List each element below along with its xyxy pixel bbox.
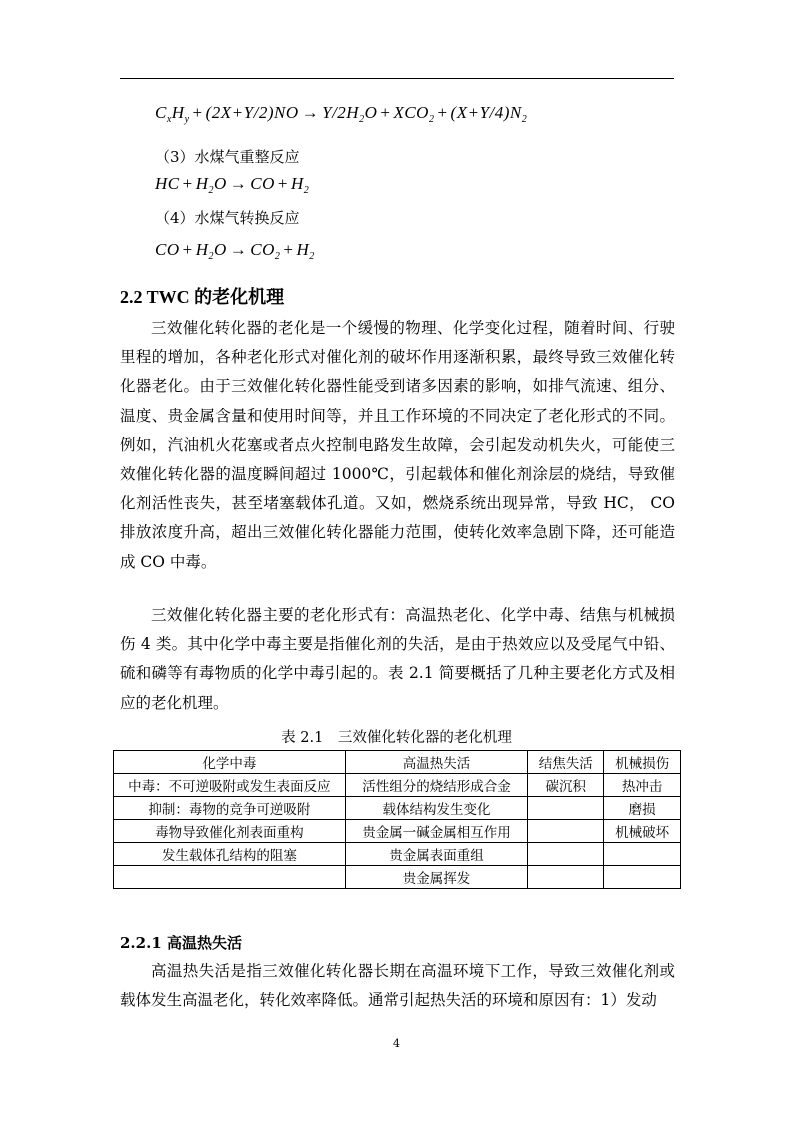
paragraph-aging-overview: 三效催化转化器的老化是一个缓慢的物理、化学变化过程，随着时间、行驶里程的增加，各种老化形式对催化剂的破坏作用逐渐积累，最终导致三效催化转化器老化。由于三效催化转化器性能受到诸多因素的影响，如排气流速、组分、温度、贵金属含量和使用时间等，并且工作环境的不同决定了老化形式的不同。例如，汽油机火花塞或者点火控制电路发生故障，会引起发动机失火，可能使三效催化转化器的温度瞬间超过 1000℃，引起载体和催化剂涂层的烧结，导致催化剂活性丧失，甚至堵塞载体孔道。又如，燃烧系统出现异常，导致 HC， CO 排放浓度升高，超出三效催化转化器能力范围，使转化效率急剧下降，还可能造成 CO 中毒。 [120,319,675,571]
table-row [114,797,681,820]
paragraph-thermal-deactivation: 高温热失活是指三效催化转化器长期在高温环境下工作，导致三效催化剂或载体发生高温老化，转化效率降低。通常引起热失活的环境和原因有：1）发动 [120,962,675,1010]
table-cell: 活性组分的烧结形成合金 [345,774,528,797]
table-caption: 表 2.1 三效催化转化器的老化机理 [281,730,512,746]
reaction-4-heading: （4）水煤气转换反应 [155,209,300,227]
paragraph-aging-forms: 三效催化转化器主要的老化形式有：高温热老化、化学中毒、结焦与机械损伤 4 类。其中化学中毒主要是指催化剂的失活，是由于热效应以及受尾气中铅、硫和磷等有毒物质的化学中毒引起的。表 2.1 简要概括了几种主要老化方式及相应的老化机理。 [120,606,675,712]
table-cell: 热冲击 [604,774,681,797]
table-cell: 贵金属一碱金属相互作用 [345,820,528,843]
table-cell [528,843,604,866]
table-cell [528,820,604,843]
equation-2: HC + $H_2O$ → CO + $H_2$ [155,174,310,196]
table-header-cell: 化学中毒 [114,751,346,774]
table-cell [604,866,681,889]
equation-1: $C_xH_y + (2X+Y/2)NO \to Y/2H_2O + XCO_2 + (X+Y/4)N_2$ [155,103,528,125]
table-header-cell: 结焦失活 [528,751,604,774]
table-cell: 贵金属表面重组 [345,843,528,866]
table-cell: 载体结构发生变化 [345,797,528,820]
table-row [114,843,681,866]
table-row [114,774,681,797]
table-cell [604,843,681,866]
table-row [114,820,681,843]
table-header-cell: 机械损伤 [604,751,681,774]
table-cell: 贵金属挥发 [345,866,528,889]
section-heading: 2.2 TWC 的老化机理 [120,287,285,307]
header-rule [120,78,674,79]
table-cell: 机械破坏 [604,820,681,843]
table-cell [528,866,604,889]
subsection-heading: 2.2.1 高温热失活 [120,934,242,952]
table-cell [528,797,604,820]
table-cell: 碳沉积 [528,774,604,797]
table-cell: 毒物导致催化剂表面重构 [114,820,346,843]
table-header-cell: 高温热失活 [345,751,528,774]
table-header-row [114,751,681,774]
reaction-3-heading: （3）水煤气重整反应 [155,148,300,166]
table-cell: 磨损 [604,797,681,820]
aging-mechanism-table [113,750,681,889]
table-cell [114,866,346,889]
table-cell: 发生载体孔结构的阻塞 [114,843,346,866]
equation-3: CO + $H_2O \to CO_2 + H_2$ [155,240,315,262]
page-number: 4 [393,1037,400,1050]
table-cell: 中毒：不可逆吸附或发生表面反应 [114,774,346,797]
table-row [114,866,681,889]
table-cell: 抑制：毒物的竞争可逆吸附 [114,797,346,820]
